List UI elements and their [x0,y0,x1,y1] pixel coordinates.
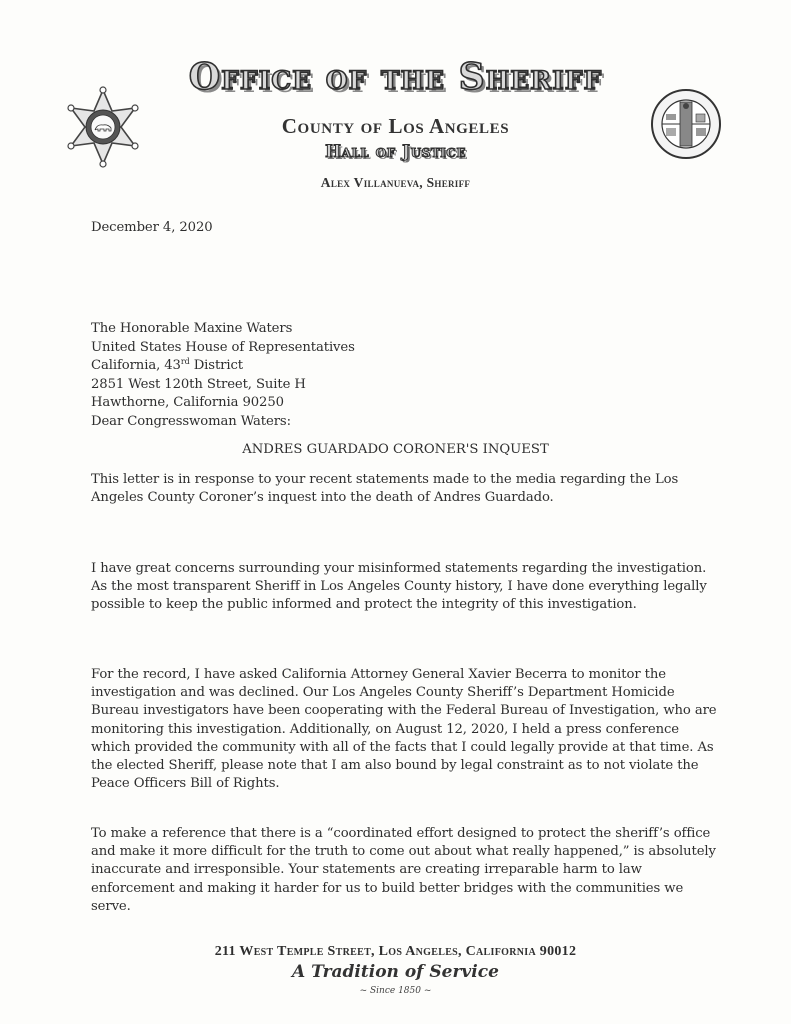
recipient-organization: United States House of Representatives [91,339,355,355]
letterhead-sheriff-name: Alex Villanueva, Sheriff [320,175,471,190]
district-ordinal: rd [180,357,190,367]
paragraph: I have great concerns surrounding your misinformed statements regarding the investigation. As the most transparent Sheriff in Los Angeles County history, I have done everything legally possible to keep the public informed and protect the integrity of this investigation. [91,561,707,613]
salutation: Dear Congresswoman Waters: [91,414,291,429]
recipient-name: The Honorable Maxine Waters [91,321,293,336]
letterhead-building: Hall of Justice [325,142,466,162]
subject-line: ANDRES GUARDADO CORONER'S INQUEST [242,442,549,457]
paragraph: For the record, I have asked California Attorney General Xavier Becerra to monitor the investigation and was declined. Our Los Angeles County Sheriff’s Department Homicide Bureau investigators have been cooperating with the Federal Bureau of Investigation, who are monitoring this investigation. Additionally, on August 12, 2020, I held a press conference which provided the community with all of the facts that I could legally provide at that time. As the elected Sheriff, please note that I am also bound by legal constraint as to not violate the Peace Officers Bill of Rights. [91,667,717,792]
recipient-address [91,320,721,413]
footer-address: 211 West Temple Street, Los Angeles, California 90012 [214,944,577,959]
district-prefix: California, 43 [91,358,181,374]
footer-motto: A Tradition of Service [292,962,499,982]
paragraph: This letter is in response to your recent statements made to the media regarding the Los Angeles County Coroner’s inquest into the death of Andres Guardado. [91,472,679,506]
letter-date: December 4, 2020 [91,220,213,235]
paragraph: To make a reference that there is a “coordinated effort designed to protect the sheriff’s office and make it more difficult for the truth to come out about what really happened,” is absolutely inaccurate and irresponsible. Your statements are creating irreparable harm to law enforcement and making it harder for us to build better bridges with the communities we serve. [91,826,716,914]
recipient-district [91,357,721,376]
letterhead-title: Office of the Sheriff [188,56,603,98]
recipient-city: Hawthorne, California 90250 [91,395,284,411]
recipient-street: 2851 West 120th Street, Suite H [91,376,306,392]
district-suffix: District [189,358,243,374]
county-seal-icon [650,88,722,160]
letterhead-county: County of Los Angeles [281,114,510,138]
footer-since: ~ Since 1850 ~ [359,986,432,996]
